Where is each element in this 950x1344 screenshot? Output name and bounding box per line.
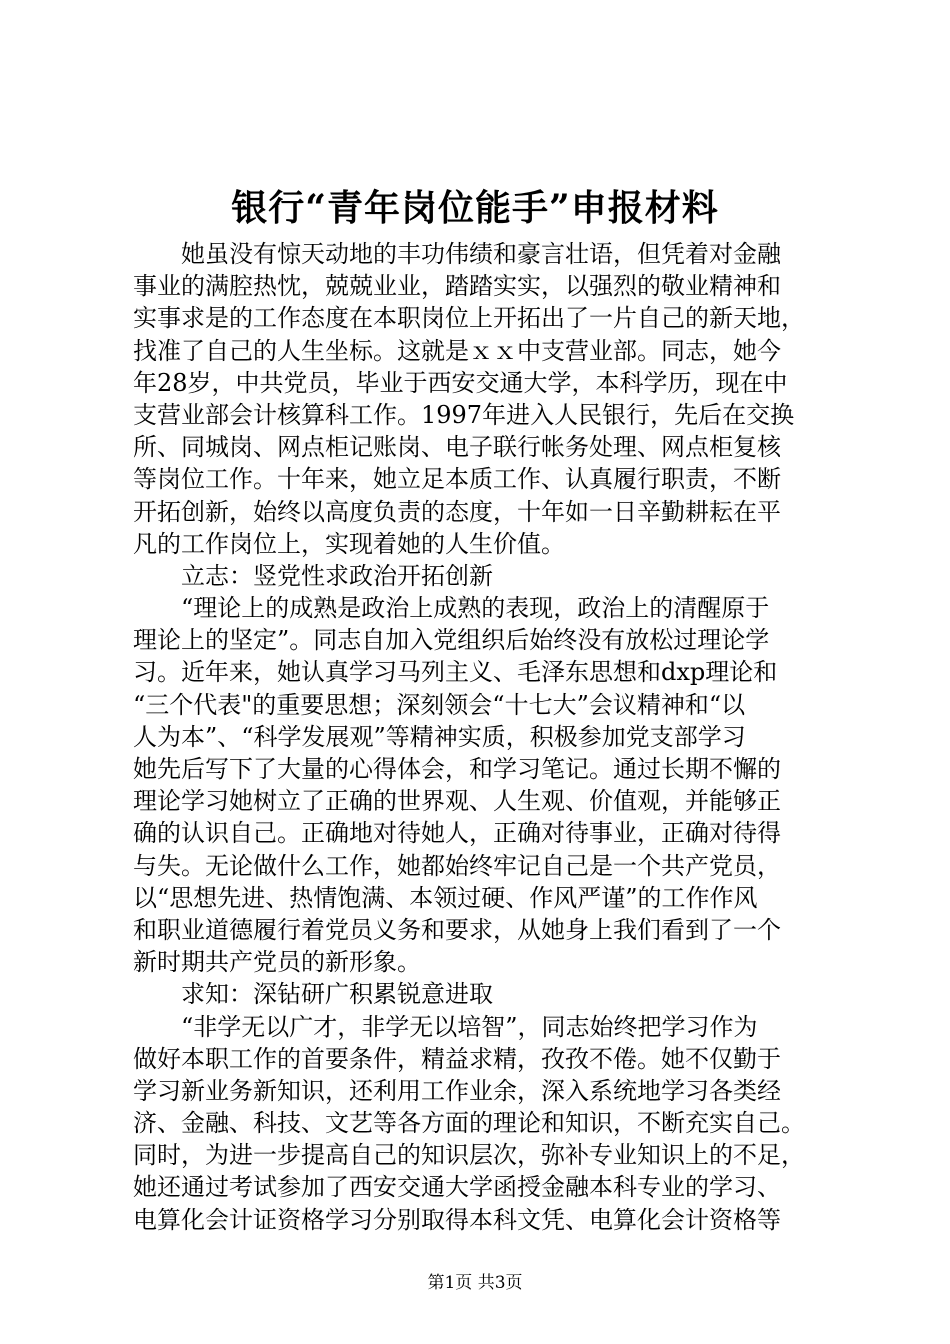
text-line: 实事求是的工作态度在本职岗位上开拓出了一片自己的新天地， <box>133 304 805 333</box>
text-line: 以“思想先进、热情饱满、本领过硬、作风严谨”的工作作风 <box>133 883 758 912</box>
text-line: 新时期共产党员的新形象。 <box>133 948 421 977</box>
text-line: 求知：深钻研广积累锐意进取 <box>133 980 493 1009</box>
text-line: 她先后写下了大量的心得体会，和学习笔记。通过长期不懈的 <box>133 755 781 783</box>
text-line: 事业的满腔热忱，兢兢业业，踏踏实实，以强烈的敬业精神和 <box>133 272 781 301</box>
text-line: 开拓创新，始终以高度负责的态度，十年如一日辛勤耕耘在平 <box>133 497 781 526</box>
text-line: 学习新业务新知识，还利用工作业余，深入系统地学习各类经 <box>133 1076 781 1105</box>
text-line: 等岗位工作。十年来，她立足本质工作、认真履行职责，不断 <box>133 465 781 494</box>
text-line: 济、金融、科技、文艺等各方面的理论和知识，不断充实自己。 <box>133 1109 805 1138</box>
document-title: 银行“青年岗位能手”申报材料 <box>231 187 719 229</box>
text-line: 确的认识自己。正确地对待她人，正确对待事业，正确对待得 <box>133 819 781 848</box>
text-line: 她还通过考试参加了西安交通大学函授金融本科专业的学习、 <box>133 1173 781 1202</box>
text-line: “理论上的成熟是政治上成熟的表现，政治上的清醒原于 <box>133 594 770 623</box>
text-line: 习。近年来，她认真学习马列主义、毛泽东思想和dxp理论和 <box>133 658 778 687</box>
document-body <box>133 238 837 1236</box>
text-line: 同时，为进一步提高自己的知识层次，弥补专业知识上的不足， <box>133 1141 805 1170</box>
text-line: 电算化会计证资格学习分别取得本科文凭、电算化会计资格等 <box>133 1205 781 1234</box>
text-line: 凡的工作岗位上，实现着她的人生价值。 <box>133 529 565 558</box>
text-line: 她虽没有惊天动地的丰功伟绩和豪言壮语，但凭着对金融 <box>133 240 781 268</box>
text-line: 理论上的坚定”。同志自加入党组织后始终没有放松过理论学 <box>133 626 770 655</box>
text-line: 人为本”、“科学发展观”等精神实质，积极参加党支部学习 <box>133 722 746 751</box>
text-line: 支营业部会计核算科工作。1997年进入人民银行，先后在交换 <box>133 400 795 429</box>
text-line: “三个代表"的重要思想；深刻领会“十七大”会议精神和“以 <box>133 690 746 719</box>
text-line: 与失。无论做什么工作，她都始终牢记自己是一个共产党员， <box>133 851 781 880</box>
text-line: 年28岁，中共党员，毕业于西安交通大学，本科学历，现在中 <box>133 368 788 397</box>
text-line: “非学无以广才，非学无以培智”，同志始终把学习作为 <box>133 1012 758 1041</box>
text-line: 所、同城岗、网点柜记账岗、电子联行帐务处理、网点柜复核 <box>133 433 781 462</box>
text-line: 立志：竖党性求政治开拓创新 <box>133 561 493 590</box>
text-line: 和职业道德履行着党员义务和要求，从她身上我们看到了一个 <box>133 915 781 944</box>
text-line: 理论学习她树立了正确的世界观、人生观、价值观，并能够正 <box>133 787 781 816</box>
page-footer: 第1页 共3页 <box>427 1273 523 1293</box>
text-line: 做好本职工作的首要条件，精益求精，孜孜不倦。她不仅勤于 <box>133 1044 781 1073</box>
text-line: 找准了自己的人生坐标。这就是ｘｘ中支营业部。同志，她今 <box>133 336 781 365</box>
